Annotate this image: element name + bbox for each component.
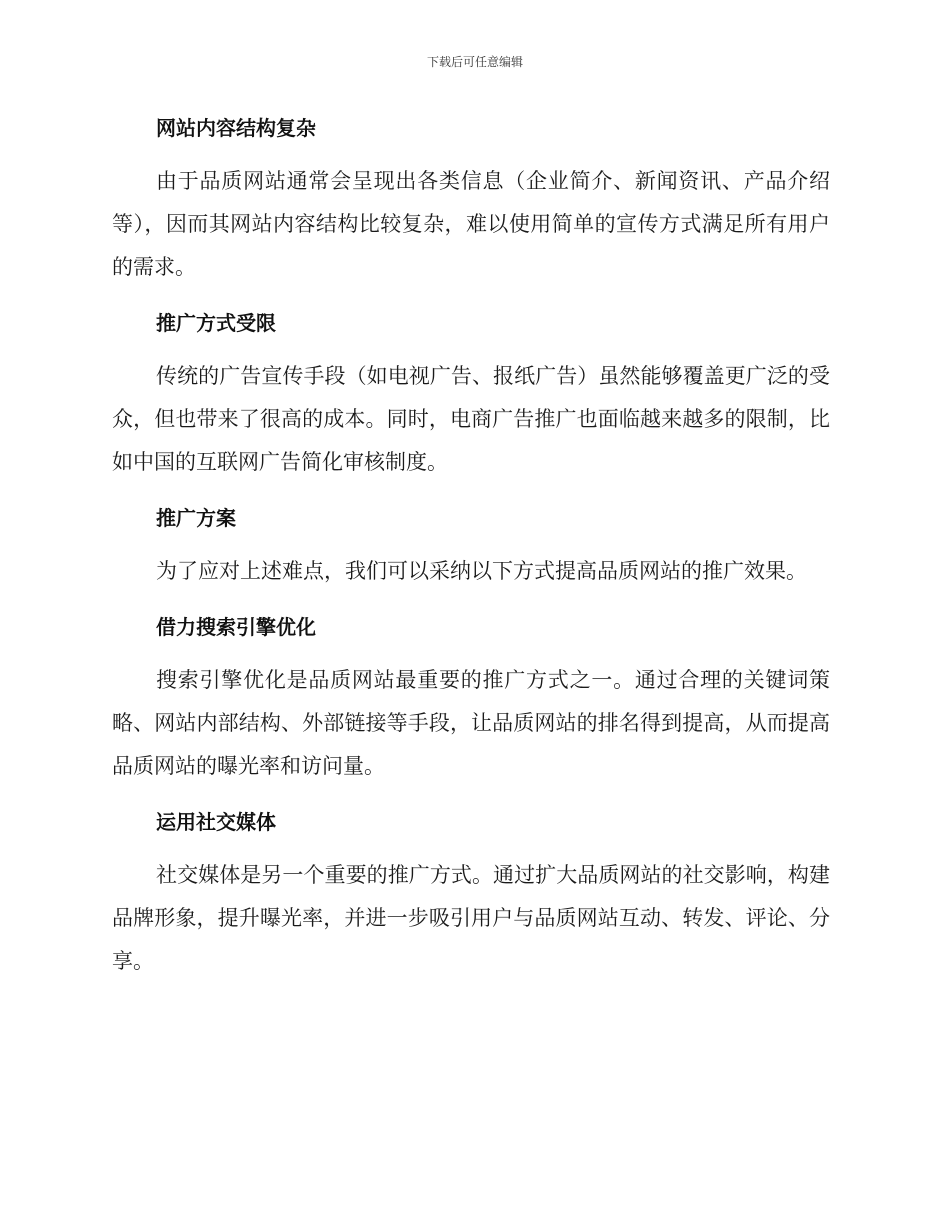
document-body <box>112 110 830 999</box>
section-paragraph-seo: 搜索引擎优化是品质网站最重要的推广方式之一。通过合理的关键词策略、网站内部结构、外部链接等手段，让品质网站的排名得到提高，从而提高品质网站的曝光率和访问量。 <box>112 668 830 778</box>
page-header-note: 下载后可任意编辑 <box>426 55 523 69</box>
section-paragraph-content-structure: 由于品质网站通常会呈现出各类信息（企业简介、新闻资讯、产品介绍等），因而其网站内容结构比较复杂，难以使用简单的宣传方式满足所有用户的需求。 <box>112 169 830 279</box>
section-paragraph-social-media: 社交媒体是另一个重要的推广方式。通过扩大品质网站的社交影响，构建品牌形象，提升曝光率，并进一步吸引用户与品质网站互动、转发、评论、分享。 <box>112 863 830 973</box>
section-paragraph-promotion-limits: 传统的广告宣传手段（如电视广告、报纸广告）虽然能够覆盖更广泛的受众，但也带来了很高的成本。同时，电商广告推广也面临越来越多的限制，比如中国的互联网广告简化审核制度。 <box>112 364 830 474</box>
section-heading-content-structure: 网站内容结构复杂 <box>156 116 316 140</box>
section-heading-seo: 借力搜索引擎优化 <box>156 615 316 639</box>
section-paragraph-promotion-plan: 为了应对上述难点，我们可以采纳以下方式提高品质网站的推广效果。 <box>156 559 807 583</box>
section-heading-promotion-limits: 推广方式受限 <box>156 311 276 335</box>
section-heading-promotion-plan: 推广方案 <box>156 506 236 530</box>
section-heading-social-media: 运用社交媒体 <box>156 810 276 834</box>
